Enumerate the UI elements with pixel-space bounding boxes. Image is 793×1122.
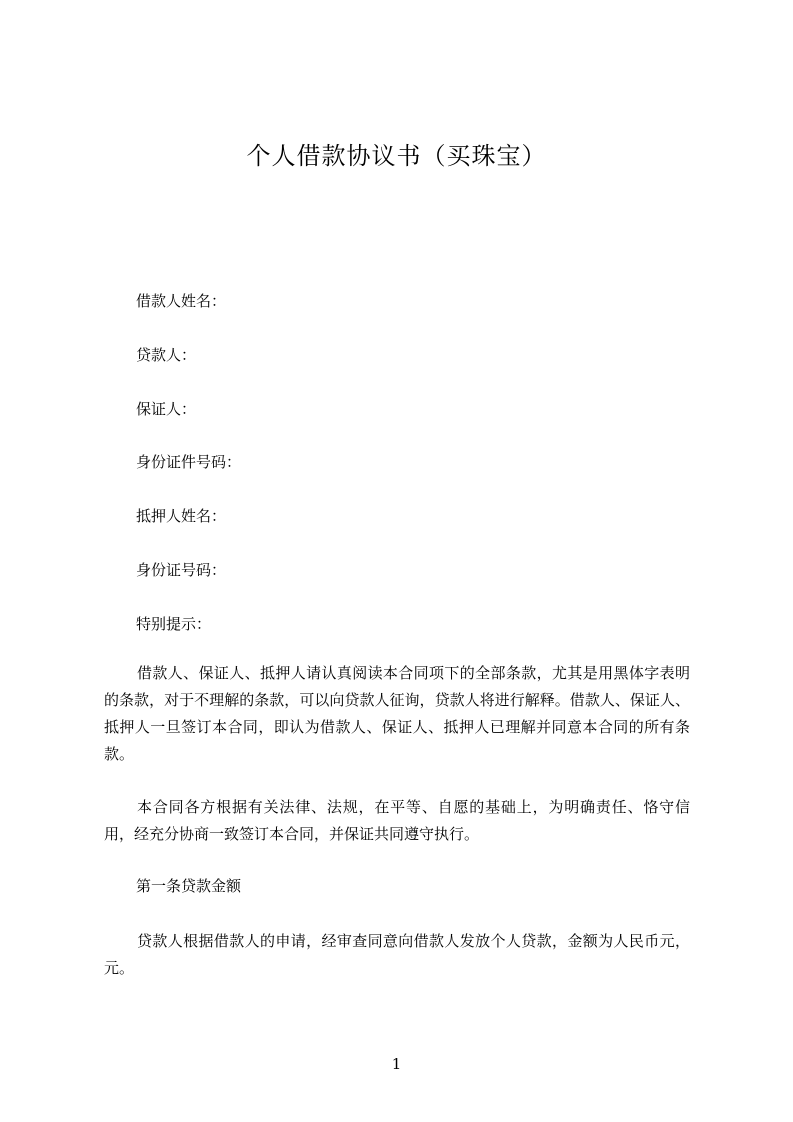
guarantor-label: 保证人： <box>136 400 197 418</box>
document-title: 个人借款协议书（买珠宝） <box>246 142 547 170</box>
article-1-heading: 第一条贷款金额 <box>136 877 242 895</box>
lender-label: 贷款人： <box>136 346 197 364</box>
id-card-number-label: 身份证号码： <box>136 561 227 579</box>
special-notice-heading: 特别提示： <box>136 615 212 633</box>
preamble-paragraph: 本合同各方根据有关法律、法规，在平等、自愿的基础上，为明确责任、恪守信用，经充分协商一致签订本合同，并保证共同遵守执行。 <box>104 798 690 843</box>
notice-paragraph: 借款人、保证人、抵押人请认真阅读本合同项下的全部条款，尤其是用黑体字表明的条款，对于不理解的条款，可以向贷款人征询，贷款人将进行解释。借款人、保证人、抵押人一旦签订本合同，即认为借款人、保证人、抵押人已理解并同意本合同的所有条款。 <box>104 664 690 763</box>
mortgagor-name-label: 抵押人姓名： <box>136 507 227 525</box>
borrower-name-label: 借款人姓名： <box>136 292 227 310</box>
page-number: 1 <box>391 1055 402 1073</box>
id-number-label: 身份证件号码： <box>136 453 242 471</box>
article-1-body: 贷款人根据借款人的申请，经审查同意向借款人发放个人贷款，金额为人民币元，元。 <box>104 932 690 977</box>
